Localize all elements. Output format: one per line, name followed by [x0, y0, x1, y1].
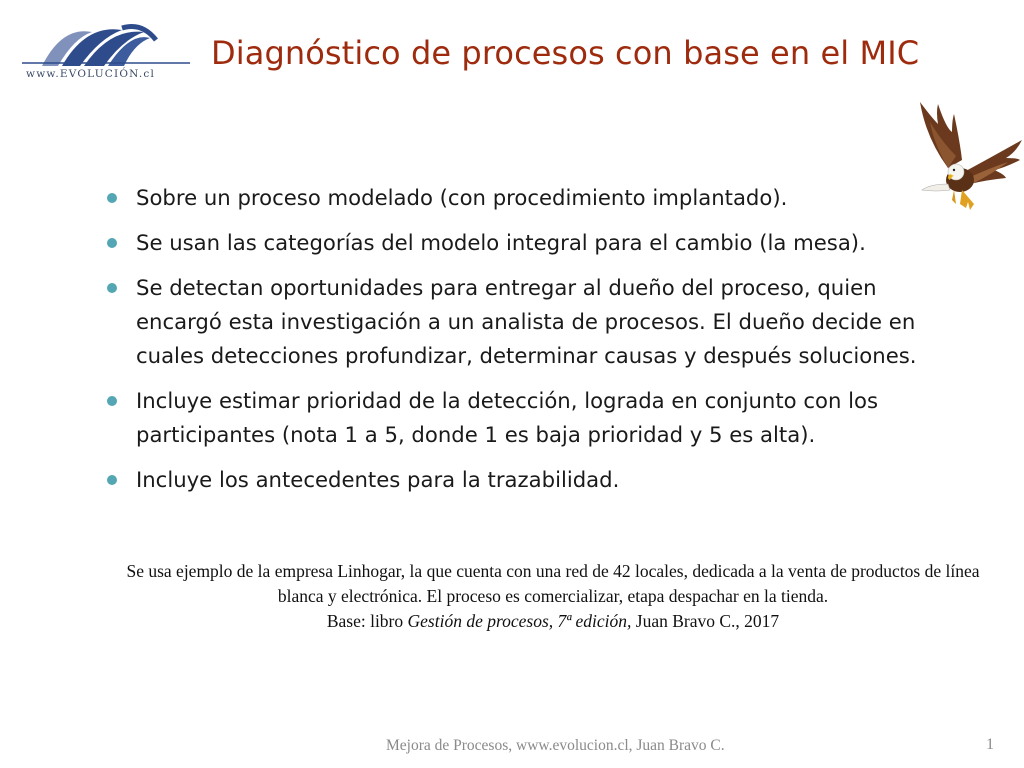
note-book-title: Gestión de procesos, 7ª edición,: [407, 611, 632, 631]
bullet-dot-icon: [107, 283, 117, 293]
note-base-line: [120, 609, 986, 634]
note-base-suffix: Juan Bravo C., 2017: [631, 611, 780, 631]
note-example-text: Se usa ejemplo de la empresa Linhogar, la que cuenta con una red de 42 locales, dedicada a la venta de productos de línea blanca y electrónica. El proceso es comercializar, etapa despachar en la tienda.: [126, 561, 980, 606]
note-base-prefix: Base: libro: [326, 611, 408, 631]
slide-title: Diagnóstico de procesos con base en el MIC: [211, 34, 920, 72]
bullet-dot-icon: [107, 475, 117, 485]
bullet-item: [106, 181, 946, 215]
bullet-item: [106, 384, 946, 452]
bullet-item: [106, 271, 946, 373]
bullet-text: Se detectan oportunidades para entregar al dueño del proceso, quien encargó esta investigación a un analista de procesos. El dueño decide en cuales detecciones profundizar, determinar causas y después soluciones.: [136, 275, 917, 368]
logo-text: www.EVOLUCIÓN.cl: [26, 68, 156, 80]
evolucion-logo: [22, 22, 192, 84]
bullet-item: [106, 226, 946, 260]
page-number: 1: [986, 736, 994, 753]
bullet-dot-icon: [107, 193, 117, 203]
bullet-dot-icon: [107, 238, 117, 248]
bullet-dot-icon: [107, 396, 117, 406]
footer-text: Mejora de Procesos, www.evolucion.cl, Juan Bravo C.: [386, 737, 725, 754]
bullet-text: Sobre un proceso modelado (con procedimiento implantado).: [136, 185, 788, 210]
bullet-list: [106, 181, 946, 508]
bullet-item: [106, 463, 946, 497]
logo-swoosh-icon: [22, 22, 192, 70]
example-note: [120, 559, 986, 634]
bullet-text: Incluye estimar prioridad de la detección, lograda en conjunto con los participantes (nota 1 a 5, donde 1 es baja prioridad y 5 es alta).: [136, 388, 879, 447]
bullet-text: Incluye los antecedentes para la trazabilidad.: [136, 467, 620, 492]
bullet-text: Se usan las categorías del modelo integral para el cambio (la mesa).: [136, 230, 866, 255]
